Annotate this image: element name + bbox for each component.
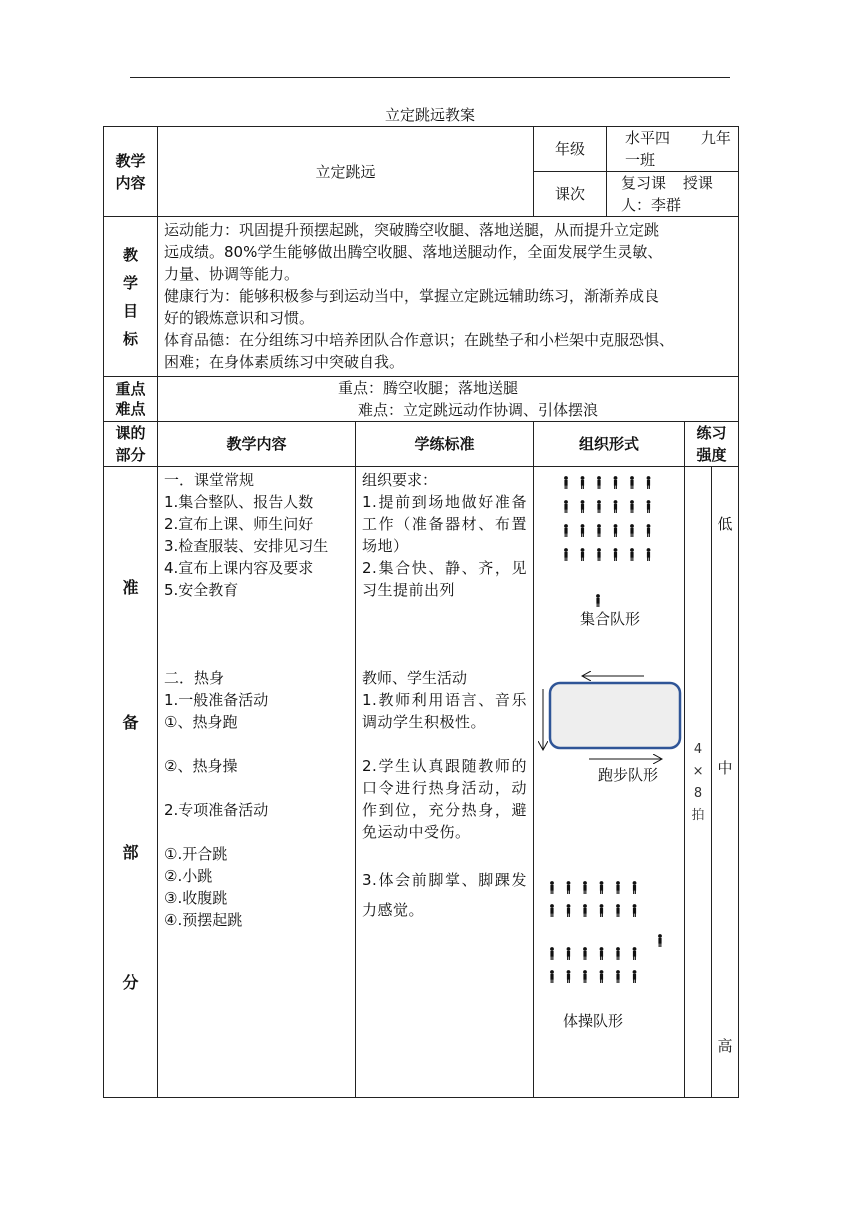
content-header: 教学内容 [158, 422, 356, 467]
person-icon [583, 947, 587, 960]
routine-item: 3.检查服装、安排见习生 [164, 537, 329, 555]
difficulty-label: 难点 [115, 400, 146, 418]
session-value-cell [607, 172, 739, 217]
org-requirement: 1.提前到场地做好准备工作（准备器材、布置场地） [362, 493, 528, 555]
assembly-formation-label: 集合队形 [580, 610, 641, 628]
header-rule [130, 77, 730, 78]
routine-item: 1.集合整队、报告人数 [164, 493, 314, 511]
person-icon [614, 548, 618, 561]
person-icon [581, 524, 585, 537]
person-icon [614, 476, 618, 489]
grade-value: 水平四 [625, 129, 671, 147]
part-header-line: 课的 [115, 424, 146, 442]
warmup-title: 二．热身 [164, 669, 225, 687]
person-icon [564, 548, 568, 561]
part-char: 部 [122, 843, 139, 862]
person-icon [583, 904, 587, 917]
person-icon [630, 476, 634, 489]
person-icon [583, 970, 587, 983]
objective-line: 好的锻炼意识和习惯。 [164, 309, 315, 327]
person-icon [614, 500, 618, 513]
person-icon [564, 500, 568, 513]
grade-value-cell [607, 127, 739, 172]
objectives-cell [158, 217, 739, 377]
person-icon [633, 904, 637, 917]
prep-content-cell [158, 467, 356, 1098]
part-header-line: 部分 [115, 446, 146, 464]
key-point: 重点：腾空收腿；落地送腿 [338, 379, 519, 397]
running-formation [543, 676, 680, 784]
gym-formation [550, 881, 662, 1030]
person-icon [596, 594, 600, 607]
person-icon [600, 904, 604, 917]
person-icon [616, 904, 620, 917]
organization-header: 组织形式 [534, 422, 685, 467]
gym-formation-label: 体操队形 [563, 1012, 624, 1030]
running-formation-label: 跑步队形 [598, 766, 659, 784]
person-icon [630, 500, 634, 513]
activity-item: 1.教师利用语言、音乐调动学生积极性。 [362, 691, 528, 731]
activity-item: 2.学生认真跟随教师的口令进行热身活动，动作到位，充分热身，避免运动中受伤。 [362, 757, 528, 841]
organization-diagrams [534, 467, 685, 1097]
beat-count-cell [685, 467, 712, 1098]
person-icon [567, 881, 571, 894]
session-label-cell [534, 172, 607, 217]
person-icon [597, 476, 601, 489]
intensity-low: 低 [717, 515, 733, 533]
special-prep-title: 2.专项准备活动 [164, 801, 269, 819]
beat-count-char: 4 [693, 742, 703, 757]
keypoints-cell [158, 377, 739, 422]
objective-line: 远成绩。80%学生能够做出腾空收腿、落地送腿动作，全面发展学生灵敏、 [164, 243, 663, 261]
special-prep-item: ②.小跳 [164, 867, 213, 885]
objective-line: 困难；在身体素质练习中突破自我。 [164, 353, 405, 371]
person-icon [630, 548, 634, 561]
intensity-high: 高 [717, 1037, 733, 1055]
objective-line: 力量、协调等能力。 [164, 265, 300, 283]
beat-count-char: × [692, 764, 704, 779]
objective-line: 运动能力：巩固提升预摆起跳，突破腾空收腿、落地送腿，从而提升立定跳 [164, 221, 660, 239]
session-label: 课次 [555, 185, 586, 203]
org-requirements-title: 组织要求： [362, 471, 438, 489]
person-icon [616, 970, 620, 983]
general-prep-item: ②、热身操 [164, 757, 238, 775]
person-icon [600, 970, 604, 983]
grade-label-cell [534, 127, 607, 172]
person-icon [630, 524, 634, 537]
person-icon [616, 947, 620, 960]
part-char: 准 [122, 578, 139, 597]
intensity-header-line: 强度 [696, 446, 727, 464]
special-prep-item: ①.开合跳 [164, 845, 228, 863]
lesson-plan-table [103, 126, 739, 1098]
part-char: 备 [122, 713, 139, 732]
intensity-cell [712, 467, 739, 1098]
prep-organization-cell [534, 467, 685, 1098]
person-icon [647, 524, 651, 537]
person-icon [550, 970, 554, 983]
routine-item: 4.宣布上课内容及要求 [164, 559, 314, 577]
objectives-label-cell [104, 217, 158, 377]
lesson-topic-cell [158, 127, 534, 217]
person-icon [600, 881, 604, 894]
class-value: 九年一班 [625, 129, 731, 169]
person-icon [647, 500, 651, 513]
grade-label: 年级 [555, 140, 586, 158]
person-icon [658, 934, 662, 947]
intensity-mid: 中 [717, 759, 733, 777]
person-icon [564, 476, 568, 489]
activity-item: 3.体会前脚掌、脚踝发力感觉。 [362, 871, 528, 919]
content-label-cell [104, 127, 158, 217]
general-prep-title: 1.一般准备活动 [164, 691, 269, 709]
special-prep-item: ④.预摆起跳 [164, 911, 243, 929]
person-icon [647, 548, 651, 561]
person-icon [550, 947, 554, 960]
person-icon [647, 476, 651, 489]
routine-item: 5.安全教育 [164, 581, 239, 599]
intensity-header [685, 422, 739, 467]
beat-count-char: 拍 [691, 808, 705, 823]
person-icon [550, 904, 554, 917]
person-icon [567, 904, 571, 917]
person-icon [567, 947, 571, 960]
person-icon [597, 548, 601, 561]
objectives-label: 教学目标 [122, 245, 138, 348]
routine-title: 一．课堂常规 [164, 471, 255, 489]
person-icon [600, 947, 604, 960]
activity-title: 教师、学生活动 [362, 669, 468, 687]
prep-standard-cell [356, 467, 534, 1098]
general-prep-item: ①、热身跑 [164, 713, 238, 731]
part-header [104, 422, 158, 467]
org-requirement: 2.集合快、静、齐，见习生提前出列 [362, 559, 528, 599]
teacher-name: 授课人：李群 [621, 174, 713, 214]
key-label: 重点 [115, 380, 146, 398]
person-icon [550, 881, 554, 894]
session-value: 复习课 [621, 174, 667, 192]
running-track [550, 683, 680, 748]
special-prep-item: ③.收腹跳 [164, 889, 228, 907]
part-char: 分 [122, 973, 139, 992]
routine-item: 2.宣布上课、师生问好 [164, 515, 314, 533]
person-icon [564, 524, 568, 537]
objective-line: 体育品德：在分组练习中培养团队合作意识；在跳垫子和小栏架中克服恐惧、 [164, 331, 675, 349]
objective-line: 健康行为：能够积极参与到运动当中，掌握立定跳远辅助练习，渐渐养成良 [164, 287, 660, 305]
person-icon [614, 524, 618, 537]
person-icon [633, 881, 637, 894]
person-icon [581, 500, 585, 513]
person-icon [567, 970, 571, 983]
document-title: 立定跳远教案 [384, 106, 475, 124]
standard-header: 学练标准 [356, 422, 534, 467]
assembly-formation [564, 476, 650, 628]
intensity-header-line: 练习 [696, 424, 727, 442]
person-icon [581, 548, 585, 561]
person-icon [633, 947, 637, 960]
lesson-topic: 立定跳远 [315, 162, 376, 181]
person-icon [581, 476, 585, 489]
person-icon [597, 500, 601, 513]
content-label: 教学内容 [115, 151, 146, 192]
person-icon [633, 970, 637, 983]
student-grid [564, 476, 650, 561]
person-icon [597, 524, 601, 537]
difficult-point: 难点：立定跳远动作协调、引体摆浪 [358, 401, 599, 419]
beat-count-char: 8 [693, 786, 703, 801]
prep-part-cell [104, 467, 158, 1098]
person-icon [616, 881, 620, 894]
student-grid [550, 881, 636, 983]
person-icon [583, 881, 587, 894]
